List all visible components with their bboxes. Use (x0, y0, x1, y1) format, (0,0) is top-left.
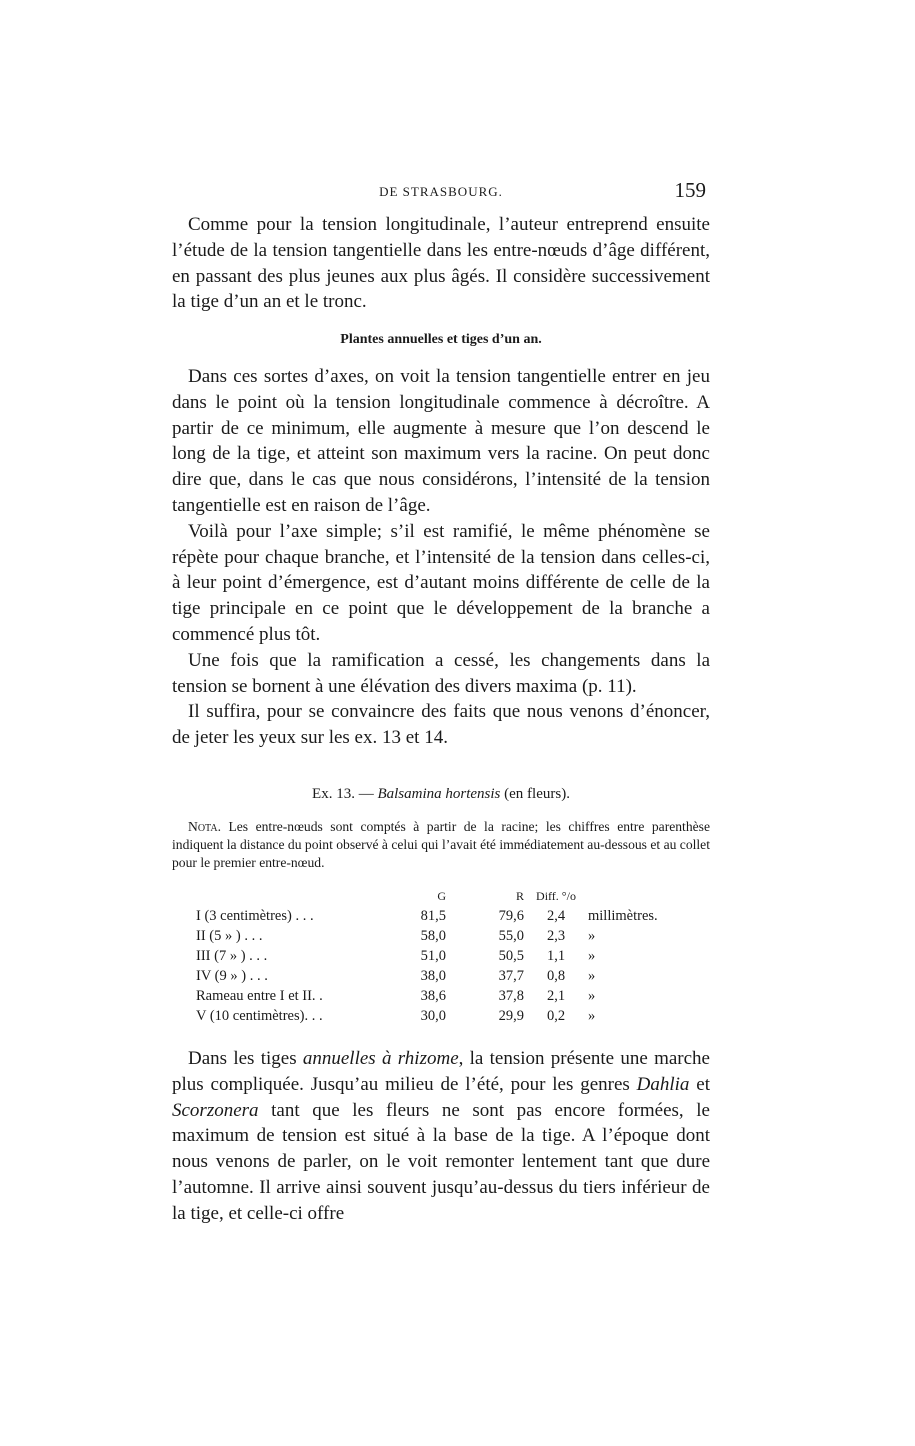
table-row (196, 1006, 668, 1026)
table-row (196, 986, 668, 1006)
table-header (588, 886, 668, 906)
table-cell: V (10 centimètres). . . (196, 1007, 323, 1024)
table-header: R (515, 888, 524, 903)
table-cell: » (588, 987, 596, 1004)
nota-label: Nota. (188, 819, 221, 834)
table-row (196, 906, 668, 926)
paragraph-6-italic: annuelles à rhizome (302, 1048, 459, 1069)
intro-block (172, 212, 710, 315)
table-cell: 29,9 (498, 1007, 524, 1024)
table-cell: » (588, 967, 596, 984)
table-row (196, 946, 668, 966)
paragraph-6-text: et (689, 1073, 710, 1095)
table-row (196, 966, 668, 986)
table-cell: 79,6 (498, 907, 524, 924)
paragraph-5: Il suffira, pour se convaincre des faits que nous venons d’énoncer, de jeter les yeux sur les ex. 13 et 14. (172, 701, 710, 749)
table-header: Diff. °/o (536, 888, 576, 903)
table-cell: » (588, 947, 596, 964)
table-row (196, 926, 668, 946)
table-cell: » (588, 927, 596, 944)
table-cell: IV (9 » ) . . . (196, 967, 268, 984)
table-cell: 38,0 (420, 967, 446, 984)
table-cell: 0,2 (546, 1007, 566, 1024)
example-heading (172, 786, 710, 803)
nota-text: Les entre-nœuds sont comptés à partir de la racine; les chiffres entre parenthèse indiquent la distance du point observé à celui qui l’avait été immédiatement au-dessous et au collet pour le premier entre-nœud. (172, 819, 710, 870)
table-cell: 2,3 (546, 927, 566, 944)
table-cell: » (588, 1007, 596, 1024)
paragraph-6-text: , la tension présente une marche plus compliquée. Jusqu’au milieu de l’été, pour les genres (172, 1048, 710, 1095)
genus-scorzonera: Scorzonera (172, 1099, 259, 1121)
example-prefix: Ex. 13. — (312, 786, 374, 802)
table-cell: 37,7 (498, 967, 524, 984)
table-header (196, 886, 394, 906)
running-title: DE STRASBOURG. (379, 184, 503, 199)
genus-dahlia: Dahlia (636, 1073, 690, 1095)
table-cell: 1,1 (546, 947, 566, 964)
paragraph-3: Voilà pour l’axe simple; s’il est ramifié, le même phénomène se répète pour chaque branche, et l’intensité de la tension dans celles-ci, à leur point d’émergence, est d’autant moins différente de celle de la tige principale en ce point que le développement de la branche a commencé plus tôt. (172, 520, 710, 645)
table-header-row (196, 886, 668, 906)
table-cell: 58,0 (420, 927, 446, 944)
paragraph-4: Une fois que la ramification a cessé, les changements dans la tension se bornent à une élévation des divers maxima (p. 11). (172, 649, 710, 697)
table-cell: 2,1 (546, 987, 566, 1004)
paragraph-6 (172, 1046, 710, 1227)
table-cell: 2,4 (546, 907, 566, 924)
measurement-table (196, 886, 668, 1026)
table-cell: 30,0 (420, 1007, 446, 1024)
closing-block (172, 1046, 710, 1227)
paragraph-6-text: Dans les tiges (188, 1048, 303, 1069)
table-cell: 55,0 (498, 927, 524, 944)
table-cell: II (5 » ) . . . (196, 927, 263, 944)
body-block (172, 364, 710, 751)
table-cell: millimètres. (588, 907, 658, 924)
paragraph-2: Dans ces sortes d’axes, on voit la tension tangentielle entrer en jeu dans le point où la tension longitudinale commence à décroître. A partir de ce minimum, elle augmente à mesure que l’on descend le long de la tige, et atteint son maximum vers la racine. On peut donc dire que, dans le cas que nous considérons, l’intensité de la tension tangentielle est en raison de l’âge. (172, 366, 710, 516)
table-cell: 0,8 (546, 967, 566, 984)
table-header: G (437, 888, 446, 903)
example-species: Balsamina hortensis (377, 786, 501, 802)
paragraph-6-text: tant que les fleurs ne sont pas encore formées, le maximum de tension est situé à la base de la tige. A l’époque dont nous venons de parler, on le voit remonter lentement tant que dure l’automne. Il arrive ainsi souvent jusqu’au-dessus du tiers inférieur de la tige, et celle-ci offre (172, 1099, 710, 1224)
page-number: 159 (674, 178, 706, 202)
table-cell: 37,8 (498, 987, 524, 1004)
table-cell: 38,6 (420, 987, 446, 1004)
table-cell: III (7 » ) . . . (196, 947, 268, 964)
example-suffix: (en fleurs). (504, 786, 570, 802)
table-cell: 51,0 (420, 947, 446, 964)
nota-paragraph (172, 818, 710, 872)
paragraph-1: Comme pour la tension longitudinale, l’auteur entreprend ensuite l’étude de la tension tangentielle dans les entre-nœuds d’âge différent, en passant des plus jeunes aux plus âgés. Il considère successivement la tige d’un an et le tronc. (172, 214, 710, 313)
table-cell: 50,5 (498, 947, 524, 964)
table-cell: I (3 centimètres) . . . (196, 907, 314, 924)
running-header (172, 178, 710, 204)
nota-block (172, 818, 710, 872)
table-cell: Rameau entre I et II. . (196, 987, 323, 1004)
table-cell: 81,5 (420, 907, 446, 924)
section-subheading: Plantes annuelles et tiges d’un an. (340, 332, 542, 347)
